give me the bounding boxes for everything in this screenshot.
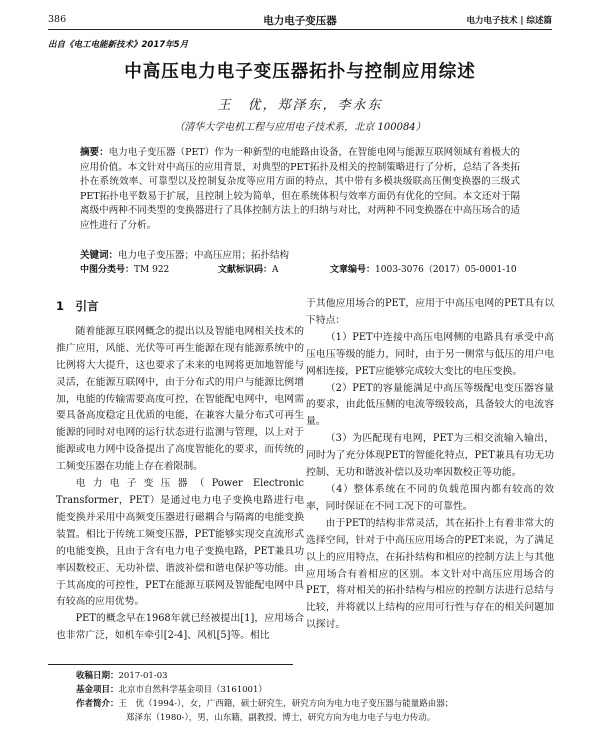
keywords-text: 电力电子变压器；中高压应用；拓扑结构 [118,250,290,261]
clc-value: TM 922 [134,265,170,275]
section-name: 电力电子技术 | 综述篇 [466,16,552,26]
body-paragraph: PET的概念早在1968年就已经被提出[1]，应用场合也非常广泛，如机车牵引[2-4]、风机[5]等。相比 [56,613,304,642]
fund-value: 北京市自然科学基金项目（3161001） [118,685,267,695]
body-paragraph: 于其他应用场合的PET，应用于中高压电网的PET具有以下特点： [306,298,554,326]
publication-line: 出自《电工电能新技术》2017年5月 [48,40,189,50]
abstract-label: 摘要： [80,147,109,158]
footnote-fund [76,684,540,697]
doc-label: 文献标识码： [218,265,273,275]
running-header [0,14,600,28]
author-2-bio: 郑泽东（1980-），男，山东籍，副教授，博士，研究方向为电力电子与电力传动。 [126,713,436,723]
clc-number [80,262,169,275]
affiliation: （清华大学电机工程与应用电子技术系，北京 100084） [174,122,426,133]
header-rule [48,29,552,30]
section-heading: 1 引言 [56,299,99,313]
footnote-author-2 [126,712,540,725]
feature-item: （3）为匹配现有电网，PET为三相交流输入输出，同时为了充分体现PET的智能化特点，PET兼具有功无功控制、无功和谐波补偿以及功率因数校正等功能。 [306,433,554,479]
left-column [56,296,304,645]
received-label: 收稿日期： [76,671,119,681]
feature-item: （1）PET中连接中高压电网侧的电路具有承受中高压电压等级的能力，同时，由于另一侧常与低压的用户电网相连接，PET应能够完成较大变比的电压变换。 [306,331,554,377]
feature-item: （4）整体系统在不同的负载范围内都有较高的效率，同时保证在不同工况下的可靠性。 [306,483,554,512]
author-1-bio: 王 优（1994-），女，广西籍，硕士研究生，研究方向为电力电子变压器与能量路由器； [118,699,454,709]
authors: 王 优，郑泽东，李永东 [217,98,383,113]
article-label: 文章编号： [330,265,376,275]
keywords [80,247,289,261]
footnote-author-1 [76,698,540,711]
keywords-label: 关键词： [80,250,119,261]
journal-name: 电力电子变压器 [263,15,337,27]
received-value: 2017-01-03 [118,671,168,681]
abstract-text: 电力电子变压器（PET）作为一种新型的电能路由设备，在智能电网与能源互联网领域有着极大的应用价值。本文针对中高压的应用背景，对典型的PET拓扑及相关的控制策略进行了分析，总结了各类拓扑在系统效率、可靠型以及控制复杂度等应用方面的特点，其中带有多模块级联高压侧变换器的三级式PET拓扑电平数易于扩展，且控制上较为简单，但在系统体积与效率方面仍有优化的空间。本文还对于隔离级中两种不同类型的变换器进行了具体控制方法上的归纳与对比，对两种不同变换器在中高压场合的适应性进行了分析。 [80,147,520,231]
clc-label: 中图分类号： [80,265,135,275]
body-paragraph: 电力电子变压器（Power Electronic Transformer，PET）是通过电力电子变换电路进行电能变换并采用中高频变压器进行磁耦合与隔离的电能变换装置。相比于传统工频变压器，PET能够实现交直流形式的电能变换，且由于含有电力电子变换电路，PET兼具功率因数校正、无功补偿、谐波补偿和谐电保护等功能。由于其高度的可控性，PET在能源互联网及智能配电网中具有较高的应用优势。 [56,478,304,608]
footnote-received [76,670,540,683]
page-number: 386 [48,14,67,25]
article-number [330,262,517,275]
feature-item: （2）PET的容量能满足中高压等级配电变压器容量的要求，由此低压侧的电流等级较高，具备较大的电流容量。 [306,382,554,428]
article-value: 1003-3076（2017）05-0001-10 [375,265,517,275]
fund-label: 基金项目： [76,685,119,695]
doc-code [218,262,279,275]
abstract [80,146,520,233]
right-column [306,296,554,634]
body-paragraph: 随着能源互联网概念的提出以及智能电网相关技术的推广应用，风能、光伏等可再生能源在现有能源系统中的比例将大大提升，这也要求了未来的电网将更加地智能与灵活，在能源互联网中，由于分布式的用户与能源比例增加，电能的传输需要高度可控，在智能配电网中，电网需要具备高度稳定且优质的电能，在兼容大量分布式可再生能源的同时对电网的运行状态进行监测与管理，以上对于能源或电力网中设备提出了高度智能化的要求，而传统的工频变压器在功能上存在着限制。 [56,325,304,473]
author-label: 作者简介： [76,699,119,709]
paper-title: 中高压电力电子变压器拓扑与控制应用综述 [124,62,476,82]
body-paragraph: 由于PET的结构非常灵活，其在拓扑上有着非常大的选择空间，针对于中高压应用场合的PET来说，为了满足以上的应用特点，在拓扑结构和相应的控制方法上与其他应用场合有着相应的区别。本文针对中高压应用场合的PET，将对相关的拓扑结构与相应的控制方法进行总结与比较，并将就以上结构的应用可行性与存在的相关问题加以探讨。 [306,517,554,631]
doc-value: A [272,265,279,275]
footnote-rule [48,664,293,665]
